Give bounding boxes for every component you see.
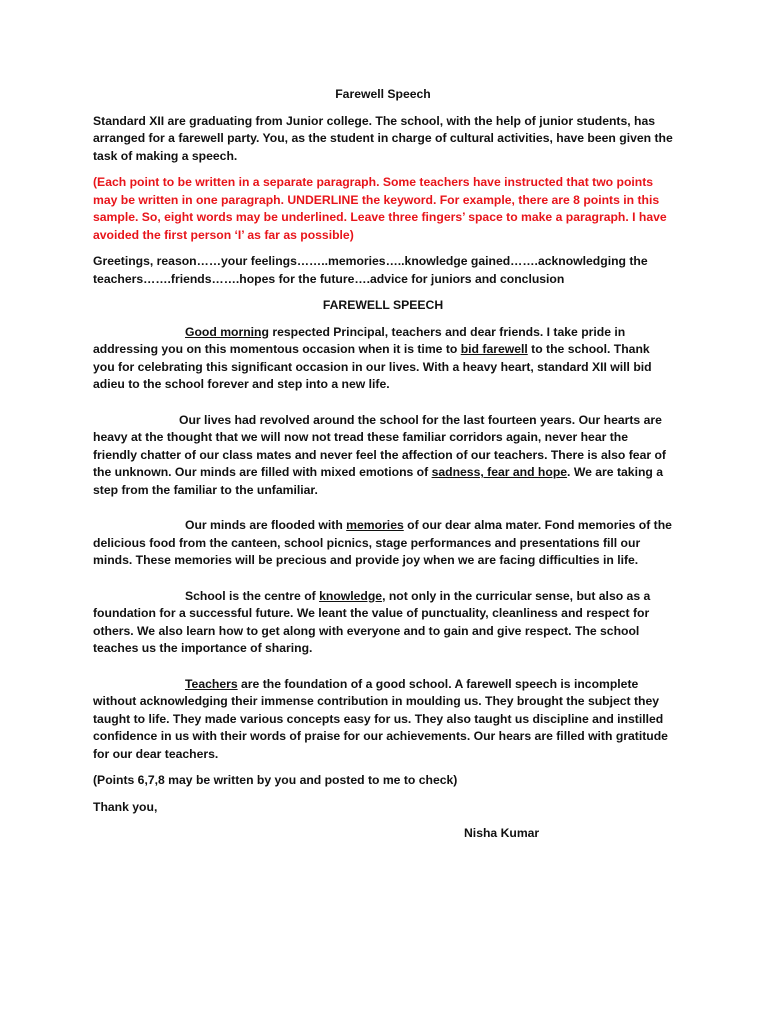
paragraph-text: Our minds are flooded with	[185, 518, 347, 532]
speech-paragraph-memories	[93, 517, 673, 570]
paragraph-text: . We are taking a step from the familiar to the unfamiliar.	[93, 465, 664, 497]
paragraph-text: of our dear alma mater. Fond memories of the delicious food from the canteen, school picnics, stage performances and presentations fill our minds. These memories will be precious and provide joy when we are facing difficulties in life.	[93, 518, 672, 567]
speech-title: FAREWELL SPEECH	[322, 298, 444, 312]
keyword-sadness-fear-hope: sadness, fear and hope	[431, 465, 568, 479]
speech-paragraph-greeting	[93, 324, 673, 394]
paragraph-text: Our lives had revolved around the school for the last fourteen years. Our hearts are heavy at the thought that we will now not tread these familiar corridors again, never hear the friendly chatter of our class mates and never feel the affection of our teachers. There is also fear of the unknown. Our minds are filled with mixed emotions of	[93, 412, 666, 479]
note-paragraph: (Points 6,7,8 may be written by you and posted to me to check)	[93, 773, 458, 787]
closing-line: Thank you,	[93, 799, 158, 814]
paragraph-text: respected Principal, teachers and dear friends. I take pride in addressing you on this momentous occasion when it is time to	[93, 324, 626, 356]
paragraph-text: are the foundation of a good school. A farewell speech is incomplete without acknowledging their immense contribution in moulding us. They brought the subject they taught to life. They made various concepts easy for us. They also taught us discipline and instilled confidence in us with their words of praise for our achievements. Our hears are filled with gratitude for our dear teachers.	[93, 676, 668, 761]
document-body	[93, 86, 673, 843]
paragraph-text: , not only in the curricular sense, but also as a foundation for a successful future. We leant the value of punctuality, cleanliness and respect for others. We also learn how to get along with everyone and to gain and give respect. The school teaches us the importance of sharing.	[93, 588, 651, 655]
instructions-paragraph: (Each point to be written in a separate paragraph. Some teachers have instructed that two points may be written in one paragraph. UNDERLINE the keyword. For example, there are 8 points in this sample. So, eight words may be underlined. Leave three fingers’ space to make a paragraph. I have avoided the first person ‘I’ as far as possible)	[93, 175, 667, 242]
keyword-good-morning: Good morning	[185, 324, 269, 339]
paragraph-text: to the school. Thank you for celebrating this significant occasion in our lives. With a heavy heart, standard XII will bid adieu to the school forever and step into a new life.	[93, 342, 652, 391]
speech-paragraph-knowledge	[93, 588, 673, 658]
keyword-knowledge: knowledge	[319, 588, 383, 603]
document-title: Farewell Speech	[335, 87, 431, 101]
speech-paragraph-teachers	[93, 676, 673, 764]
outline-paragraph: Greetings, reason……your feelings……..memories…..knowledge gained…….acknowledging the teachers…….friends…….hopes for the future….advice for juniors and conclusion	[93, 254, 648, 286]
signature: Nisha Kumar	[464, 826, 540, 840]
speech-paragraph-feelings	[93, 412, 673, 500]
intro-paragraph: Standard XII are graduating from Junior college. The school, with the help of junior students, has arranged for a farewell party. You, as the student in charge of cultural activities, have been given the task of making a speech.	[93, 113, 673, 163]
keyword-bid-farewell: bid farewell	[460, 342, 528, 356]
paragraph-text: School is the centre of	[185, 588, 320, 603]
keyword-memories: memories	[346, 518, 404, 532]
keyword-teachers: Teachers	[185, 676, 238, 691]
